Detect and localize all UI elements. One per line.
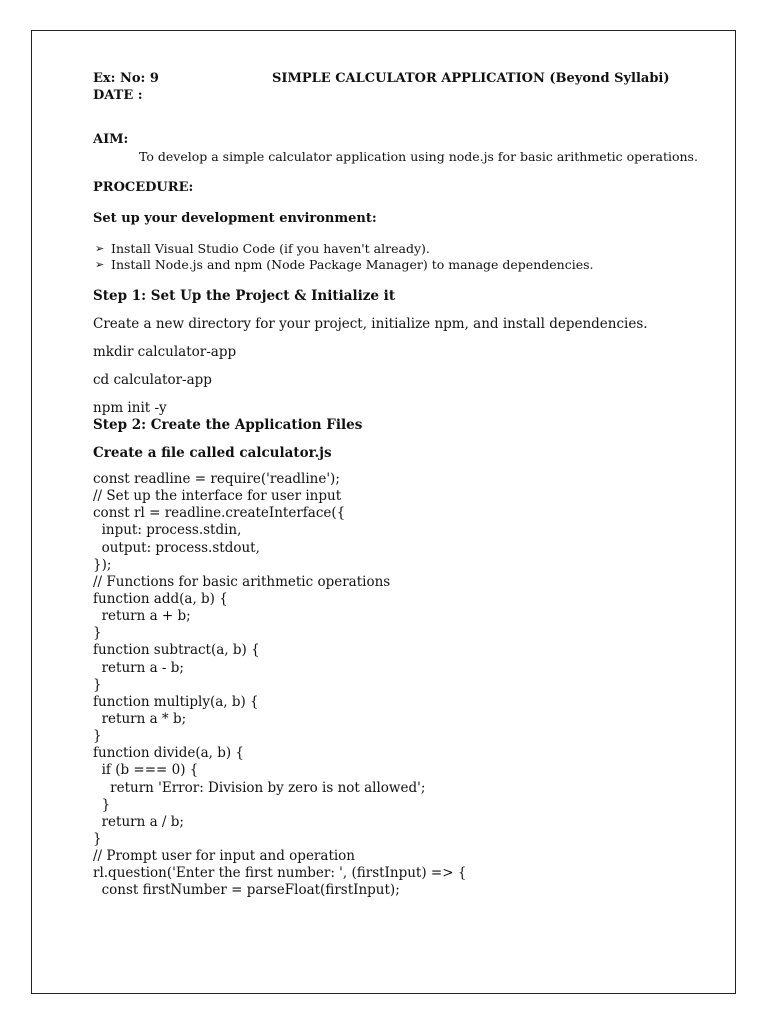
document-title: SIMPLE CALCULATOR APPLICATION (Beyond Syllabi) [272, 71, 670, 86]
code-line: const firstNumber = parseFloat(firstInput); [93, 882, 400, 899]
command-line: cd calculator-app [93, 372, 212, 388]
code-line: if (b === 0) { [93, 762, 199, 779]
code-line: // Prompt user for input and operation [93, 848, 356, 865]
code-line: function add(a, b) { [93, 590, 228, 607]
code-line: } [93, 676, 102, 693]
code-line: input: process.stdin, [93, 522, 242, 539]
code-line: return a * b; [93, 710, 187, 727]
code-line: return 'Error: Division by zero is not allowed'; [93, 779, 426, 796]
procedure-label: PROCEDURE: [93, 180, 194, 195]
setup-heading: Set up your development environment: [93, 211, 377, 226]
code-line: return a - b; [93, 659, 184, 676]
arrow-bullet-icon: ➢ [95, 242, 105, 255]
date-label: DATE : [93, 88, 143, 103]
exercise-number: Ex: No: 9 [93, 71, 159, 86]
step1-text: Create a new directory for your project, initialize npm, and install dependencies. [93, 316, 648, 332]
code-line: }); [93, 556, 112, 573]
document-content [93, 70, 723, 900]
setup-bullet-list [93, 241, 723, 273]
code-line: output: process.stdout, [93, 539, 260, 556]
code-line: function divide(a, b) { [93, 745, 245, 762]
code-line: return a / b; [93, 813, 184, 830]
code-line: } [93, 728, 102, 745]
file-heading: Create a file called calculator.js [93, 445, 332, 461]
code-line: // Functions for basic arithmetic operations [93, 573, 391, 590]
code-line: } [93, 796, 111, 813]
code-line: function multiply(a, b) { [93, 693, 259, 710]
code-line: const readline = require('readline'); [93, 471, 340, 487]
code-line: } [93, 625, 102, 642]
list-item [93, 241, 723, 257]
aim-label: AIM: [93, 132, 129, 147]
code-line: return a + b; [93, 608, 191, 625]
code-line: } [93, 830, 102, 847]
code-listing [93, 471, 723, 900]
code-line: const rl = readline.createInterface({ [93, 505, 346, 522]
list-item [93, 257, 723, 273]
arrow-bullet-icon: ➢ [95, 258, 105, 271]
aim-text: To develop a simple calculator application using node.js for basic arithmetic operations. [139, 149, 698, 164]
bullet-text: Install Node.js and npm (Node Package Manager) to manage dependencies. [111, 257, 594, 272]
step2-heading: Step 2: Create the Application Files [93, 417, 363, 433]
code-line: // Set up the interface for user input [93, 488, 342, 505]
command-line: npm init -y [93, 400, 167, 416]
code-line: function subtract(a, b) { [93, 642, 260, 659]
bullet-text: Install Visual Studio Code (if you haven't already). [111, 241, 430, 256]
step1-heading: Step 1: Set Up the Project & Initialize it [93, 288, 396, 304]
header-row [93, 70, 723, 87]
command-line: mkdir calculator-app [93, 344, 237, 360]
code-line: rl.question('Enter the first number: ', (firstInput) => { [93, 865, 467, 882]
